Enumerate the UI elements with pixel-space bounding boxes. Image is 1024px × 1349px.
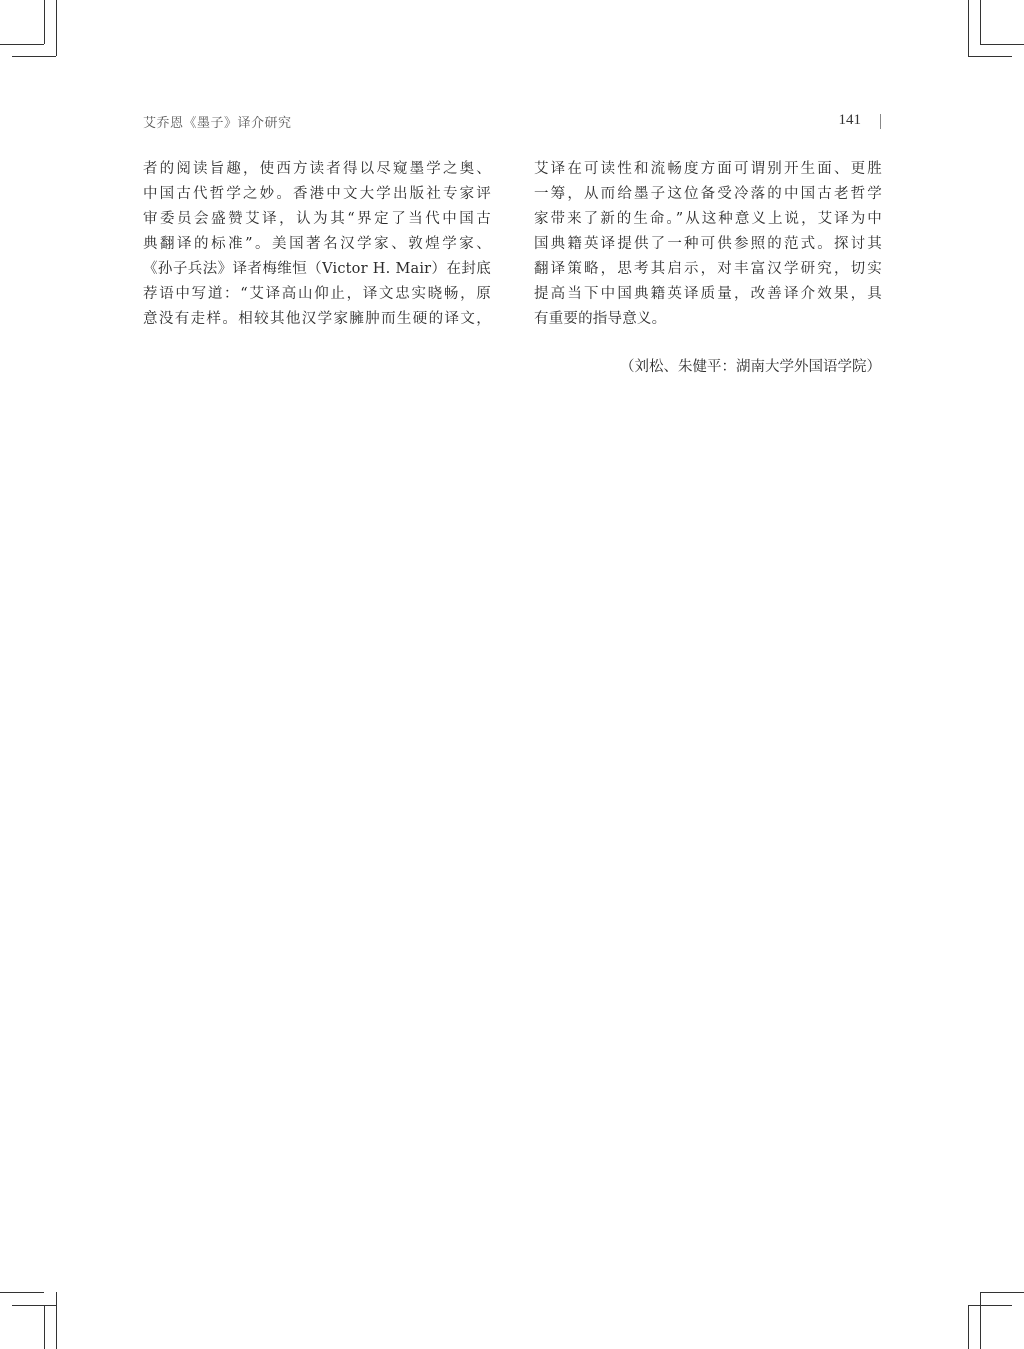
crop-mark-top-right-h — [980, 44, 1024, 45]
page-number-divider — [880, 114, 881, 129]
page-number: 141 — [838, 112, 861, 128]
running-title: 艾乔恩《墨子》译介研究 — [143, 116, 292, 131]
crop-mark-bottom-left-h2 — [12, 1305, 56, 1306]
crop-mark-top-right-v2 — [968, 0, 969, 56]
crop-mark-bottom-right-v2 — [968, 1305, 969, 1349]
paragraph-line: 荐语中写道：“艾译高山仰止，译文忠实晓畅，原 — [143, 286, 491, 302]
paragraph-line: 审委员会盛赞艾译，认为其“界定了当代中国古 — [143, 211, 491, 227]
paragraph-line: 艾译在可读性和流畅度方面可谓别开生面、更胜 — [534, 161, 882, 177]
crop-mark-top-left-h — [0, 44, 44, 45]
crop-mark-top-right-h2 — [968, 56, 1012, 57]
crop-mark-bottom-right-h — [980, 1292, 1024, 1293]
paragraph-line: 典翻译的标准”。美国著名汉学家、敦煌学家、 — [143, 236, 491, 252]
page-header — [143, 112, 883, 134]
author-attribution: （刘松、朱健平：湖南大学外国语学院） — [620, 359, 881, 375]
paragraph-line: 提高当下中国典籍英译质量，改善译介效果，具 — [534, 286, 882, 302]
crop-mark-bottom-left-v — [44, 1305, 45, 1349]
paragraph-line: 《孙子兵法》译者梅维恒（Victor H. Mair）在封底 — [143, 261, 491, 277]
crop-mark-top-left-v2 — [56, 0, 57, 56]
crop-mark-bottom-right-h2 — [968, 1305, 1012, 1306]
text-column-right — [534, 157, 882, 332]
crop-mark-top-left-h2 — [12, 56, 56, 57]
paragraph-line: 者的阅读旨趣，使西方读者得以尽窥墨学之奥、 — [143, 161, 491, 177]
crop-mark-bottom-left-v2 — [56, 1292, 57, 1349]
paragraph-line: 家带来了新的生命。”从这种意义上说，艾译为中 — [534, 211, 882, 227]
crop-mark-top-left-v — [44, 0, 45, 44]
crop-mark-top-right-v — [980, 0, 981, 44]
paragraph-line: 翻译策略，思考其启示，对丰富汉学研究，切实 — [534, 261, 882, 277]
paragraph-line: 国典籍英译提供了一种可供参照的范式。探讨其 — [534, 236, 882, 252]
crop-mark-bottom-left-h — [0, 1292, 44, 1293]
paragraph-line: 有重要的指导意义。 — [534, 311, 667, 327]
crop-mark-bottom-right-v — [980, 1292, 981, 1349]
text-column-left — [143, 157, 491, 332]
paragraph-line: 一筹，从而给墨子这位备受冷落的中国古老哲学 — [534, 186, 882, 202]
paragraph-line: 中国古代哲学之妙。香港中文大学出版社专家评 — [143, 186, 491, 202]
paragraph-line: 意没有走样。相较其他汉学家臃肿而生硬的译文， — [143, 311, 491, 327]
